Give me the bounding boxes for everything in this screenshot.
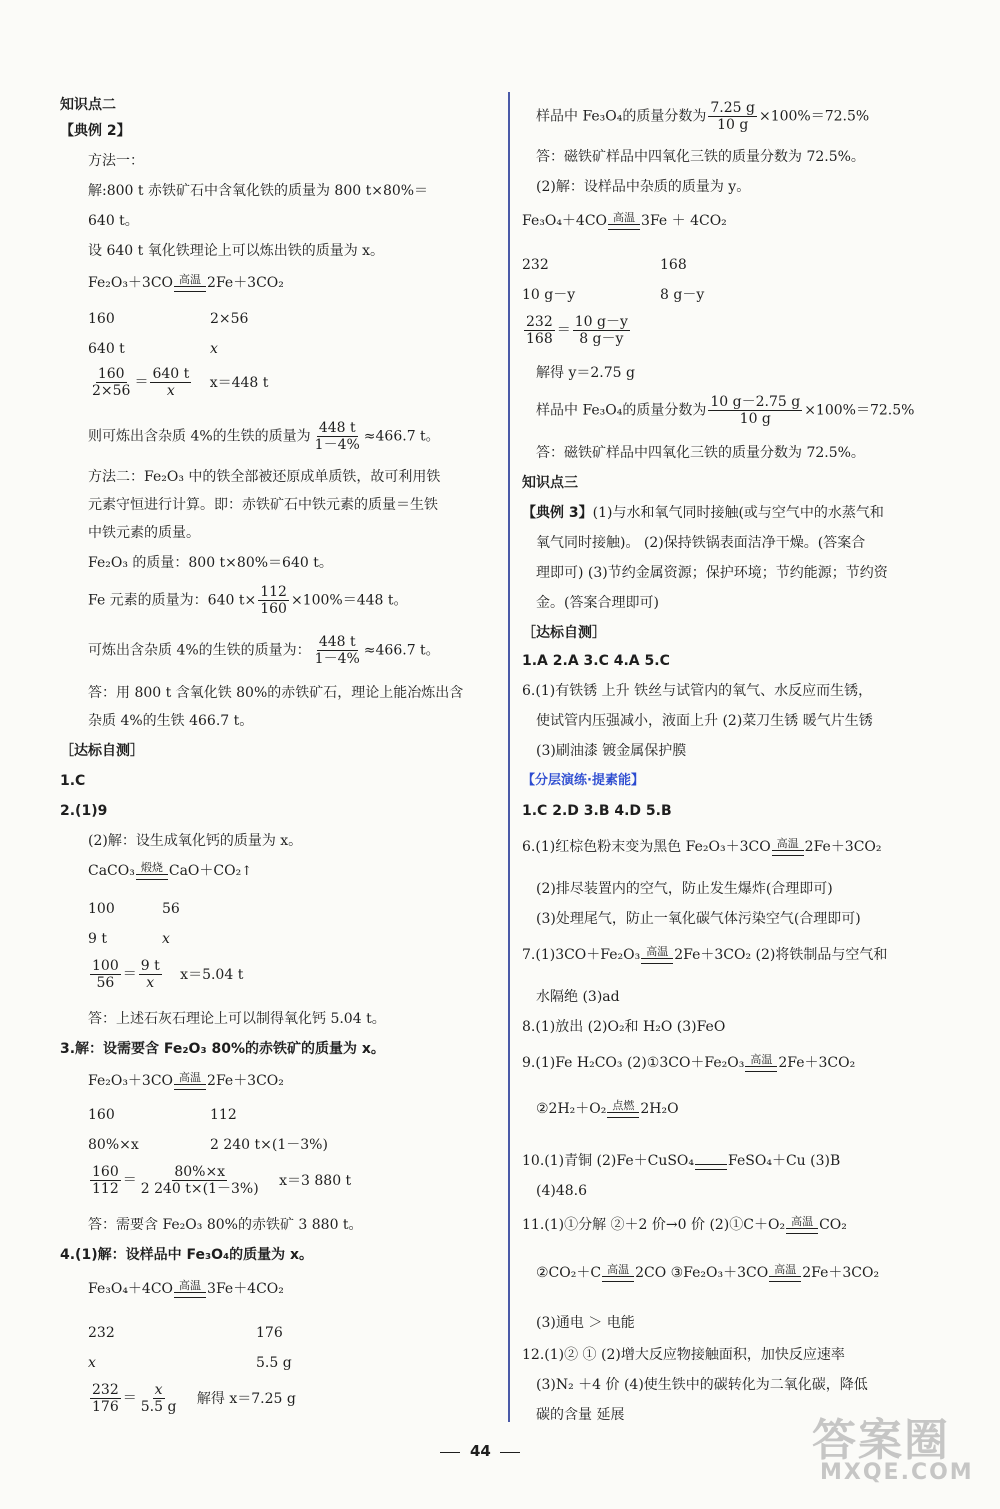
answer-line: 答：磁铁矿样品中四氧化三铁的质量分数为 72.5%。 bbox=[536, 149, 865, 165]
text-line: ②CO₂＋C 高温 2CO ③Fe₂O₃＋3CO 高温 2Fe＋3CO₂ bbox=[536, 1263, 880, 1281]
answer-item: 6.(1)红棕色粉末变为黑色 Fe₂O₃＋3CO 高温 2Fe＋3CO₂ bbox=[522, 837, 882, 855]
ratio-row: x bbox=[210, 341, 218, 357]
text-line: 碳的含量 延展 bbox=[536, 1407, 625, 1423]
method-one: 方法一： bbox=[88, 153, 144, 169]
answer-item: 10.(1)青铜 (2)Fe＋CuSO₄ FeSO₄＋Cu (3)B bbox=[522, 1153, 841, 1169]
ratio-row: 80%×x bbox=[88, 1137, 139, 1153]
example-label: 【典例 2】 bbox=[60, 123, 131, 139]
chemical-equation: Fe₃O₄＋4CO 高温 3Fe＋4CO₂ bbox=[88, 1279, 284, 1297]
text-line: 水隔绝 (3)ad bbox=[536, 989, 620, 1005]
knowledge-point-heading: 知识点二 bbox=[60, 97, 116, 113]
text-line: 可炼出含杂质 4%的生铁的质量为： $\frac{448 t}{1-4\%}$ ≈466.7 t。 bbox=[88, 634, 440, 667]
ratio-row: 160 bbox=[88, 1107, 115, 1123]
answer-item: 2.(1)9 bbox=[60, 803, 108, 819]
ratio-row: 232 bbox=[88, 1325, 115, 1341]
gas-arrow-icon: ↑ bbox=[241, 864, 253, 879]
answer-line: 杂质 4%的生铁 466.7 t。 bbox=[88, 713, 254, 729]
page-number-dash bbox=[440, 1452, 460, 1453]
equation-lhs: Fe₂O₃＋3CO bbox=[88, 275, 174, 291]
ratio-row: 9 t bbox=[88, 931, 107, 947]
answer-item: 1.C 2.D 3.B 4.D 5.B bbox=[522, 803, 672, 819]
text-line: (2)排尽装置内的空气，防止发生爆炸(合理即可) bbox=[536, 881, 833, 897]
text-line: 氧气同时接触)。 (2)保持铁锅表面洁净干燥。(答案合 bbox=[536, 535, 866, 551]
proportion: $\frac{160}{2\times 56}$ ＝ $\frac{640 t}{x}$ x＝448 t bbox=[92, 366, 269, 399]
answer-item: 12.(1)② ① (2)增大反应物接触面积，加快反应速率 bbox=[522, 1347, 845, 1363]
watermark-logo: 答案圈 MXQE.COM bbox=[812, 1415, 974, 1485]
text-line: 理即可) (3)节约金属资源；保护环境；节约能源；节约资 bbox=[536, 565, 888, 581]
text-line: (3)刷油漆 镀金属保护膜 bbox=[536, 743, 687, 759]
proportion: $\frac{100}{56}$ ＝ $\frac{9 t}{x}$ x＝5.04 t bbox=[92, 958, 244, 991]
answer-item: 7.(1)3CO＋Fe₂O₃ 高温 2Fe＋3CO₂ (2)将铁制品与空气和 bbox=[522, 945, 888, 963]
page-number-dash bbox=[500, 1452, 520, 1453]
text-line: (3)处理尾气，防止一氧化碳气体污染空气(合理即可) bbox=[536, 911, 861, 927]
ratio-row: 112 bbox=[210, 1107, 237, 1123]
text-line: (3)N₂ ＋4 价 (4)使生铁中的碳转化为二氧化碳，降低 bbox=[536, 1377, 868, 1393]
proportion: $\frac{160}{112}$ ＝ $\frac{80\%\times x}{2 240 t\times(1-3\%)}$ x＝3 880 t bbox=[92, 1164, 352, 1197]
page-number: 44 bbox=[470, 1442, 491, 1460]
text-line: ②2H₂＋O₂ 点燃 2H₂O bbox=[536, 1099, 679, 1117]
text-line: 方法二：Fe₂O₃ 中的铁全部被还原成单质铁，故可利用铁 bbox=[88, 469, 441, 485]
text-line: 样品中 Fe₃O₄的质量分数为 $\frac{7.25 g}{10 g}$ ×100%＝72.5% bbox=[536, 100, 870, 133]
ratio-row: 5.5 g bbox=[256, 1355, 292, 1371]
ratio-row: 2×56 bbox=[210, 311, 249, 327]
proportion: $\frac{232}{176}$ ＝ $\frac{x}{5.5 g}$ 解得 x＝7.25 g bbox=[92, 1382, 296, 1415]
text-line: (2)解：设样品中杂质的质量为 y。 bbox=[536, 179, 751, 195]
answer-line: 答：上述石灰石理论上可以制得氧化钙 5.04 t。 bbox=[88, 1011, 386, 1027]
ratio-row: 100 bbox=[88, 901, 115, 917]
ratio-row: 8 g－y bbox=[660, 287, 705, 303]
ratio-row: 160 bbox=[88, 311, 115, 327]
answer-item: 9.(1)Fe H₂CO₃ (2)①3CO＋Fe₂O₃ 高温 2Fe＋3CO₂ bbox=[522, 1053, 856, 1071]
text-line: Fe₂O₃ 的质量：800 t×80%＝640 t。 bbox=[88, 555, 333, 571]
text-line: 元素守恒进行计算。即：赤铁矿石中铁元素的质量＝生铁 bbox=[88, 497, 438, 513]
ratio-row: x bbox=[88, 1355, 96, 1371]
answer-item: 11.(1)①分解 ②＋2 价→0 价 (2)①C＋O₂ 高温 CO₂ bbox=[522, 1215, 847, 1233]
answer-item: 3.解：设需要含 Fe₂O₃ 80%的赤铁矿的质量为 x。 bbox=[60, 1041, 385, 1057]
ratio-row: x bbox=[162, 931, 170, 947]
section-heading: 【分层演练·提素能】 bbox=[522, 773, 644, 788]
chemical-equation: Fe₃O₄＋4CO 高温 3Fe ＋ 4CO₂ bbox=[522, 211, 727, 229]
text-line: Fe 元素的质量为：640 t× $\frac{112}{160}$ ×100%＝448 t。 bbox=[88, 584, 408, 617]
ratio-row: 640 t bbox=[88, 341, 125, 357]
text-line: 则可炼出含杂质 4%的生铁的质量为 $\frac{448 t}{1-4\%}$ ≈466.7 t。 bbox=[88, 420, 440, 453]
knowledge-point-heading: 知识点三 bbox=[522, 475, 578, 491]
text-line: 解得 y＝2.75 g bbox=[536, 365, 635, 381]
ratio-row: 176 bbox=[256, 1325, 283, 1341]
answer-item: 1.C bbox=[60, 773, 86, 789]
answer-item: 4.(1)解：设样品中 Fe₃O₄的质量为 x。 bbox=[60, 1247, 314, 1263]
text-line: 中铁元素的质量。 bbox=[88, 525, 200, 541]
answer-line: 答：需要含 Fe₂O₃ 80%的赤铁矿 3 880 t。 bbox=[88, 1217, 363, 1233]
ratio-row: 232 bbox=[522, 257, 549, 273]
ratio-row: 168 bbox=[660, 257, 687, 273]
text-line: 金。(答案合理即可) bbox=[536, 595, 659, 611]
ratio-row: 56 bbox=[162, 901, 180, 917]
text-line: 640 t。 bbox=[88, 213, 139, 229]
proportion: $\frac{232}{168}$ ＝ $\frac{10 g-y}{8 g-y}$ bbox=[526, 314, 628, 347]
ratio-row: 10 g－y bbox=[522, 287, 576, 303]
ratio-row: 2 240 t×(1－3%) bbox=[210, 1137, 328, 1153]
text-line: (4)48.6 bbox=[536, 1183, 588, 1199]
text-line: 设 640 t 氧化铁理论上可以炼出铁的质量为 x。 bbox=[88, 243, 385, 259]
answer-item: 8.(1)放出 (2)O₂和 H₂O (3)FeO bbox=[522, 1019, 726, 1035]
text-line: (3)通电 ＞ 电能 bbox=[536, 1315, 635, 1331]
text-line: 使试管内压强减小，液面上升 (2)菜刀生锈 暖气片生锈 bbox=[536, 713, 873, 729]
self-test-heading: ［达标自测］ bbox=[60, 743, 144, 759]
chemical-equation bbox=[88, 274, 284, 292]
answer-item: 6.(1)有铁锈 上升 铁丝与试管内的氧气、水反应而生锈， bbox=[522, 683, 873, 699]
answer-line: 答：磁铁矿样品中四氧化三铁的质量分数为 72.5%。 bbox=[536, 445, 865, 461]
self-test-heading: ［达标自测］ bbox=[522, 625, 606, 641]
equation-rhs: 2Fe＋3CO₂ bbox=[207, 275, 284, 291]
column-divider bbox=[508, 92, 510, 1422]
example-answer: 【典例 3】(1)与水和氧气同时接触(或与空气中的水蒸气和 bbox=[522, 505, 884, 521]
answer-item: 1.A 2.A 3.C 4.A 5.C bbox=[522, 653, 670, 669]
chemical-equation: CaCO₃ 煅烧 CaO＋CO₂↑ bbox=[88, 861, 253, 879]
text-line: (2)解：设生成氧化钙的质量为 x。 bbox=[88, 833, 303, 849]
answer-line: 答：用 800 t 含氧化铁 80%的赤铁矿石，理论上能冶炼出含 bbox=[88, 685, 464, 701]
chemical-equation: Fe₂O₃＋3CO 高温 2Fe＋3CO₂ bbox=[88, 1071, 284, 1089]
text-line: 解:800 t 赤铁矿石中含氧化铁的质量为 800 t×80%＝ bbox=[88, 183, 429, 199]
reaction-condition: 高温 bbox=[174, 274, 206, 292]
text-line: 样品中 Fe₃O₄的质量分数为 $\frac{10 g-2.75 g}{10 g}$ ×100%＝72.5% bbox=[536, 394, 915, 427]
